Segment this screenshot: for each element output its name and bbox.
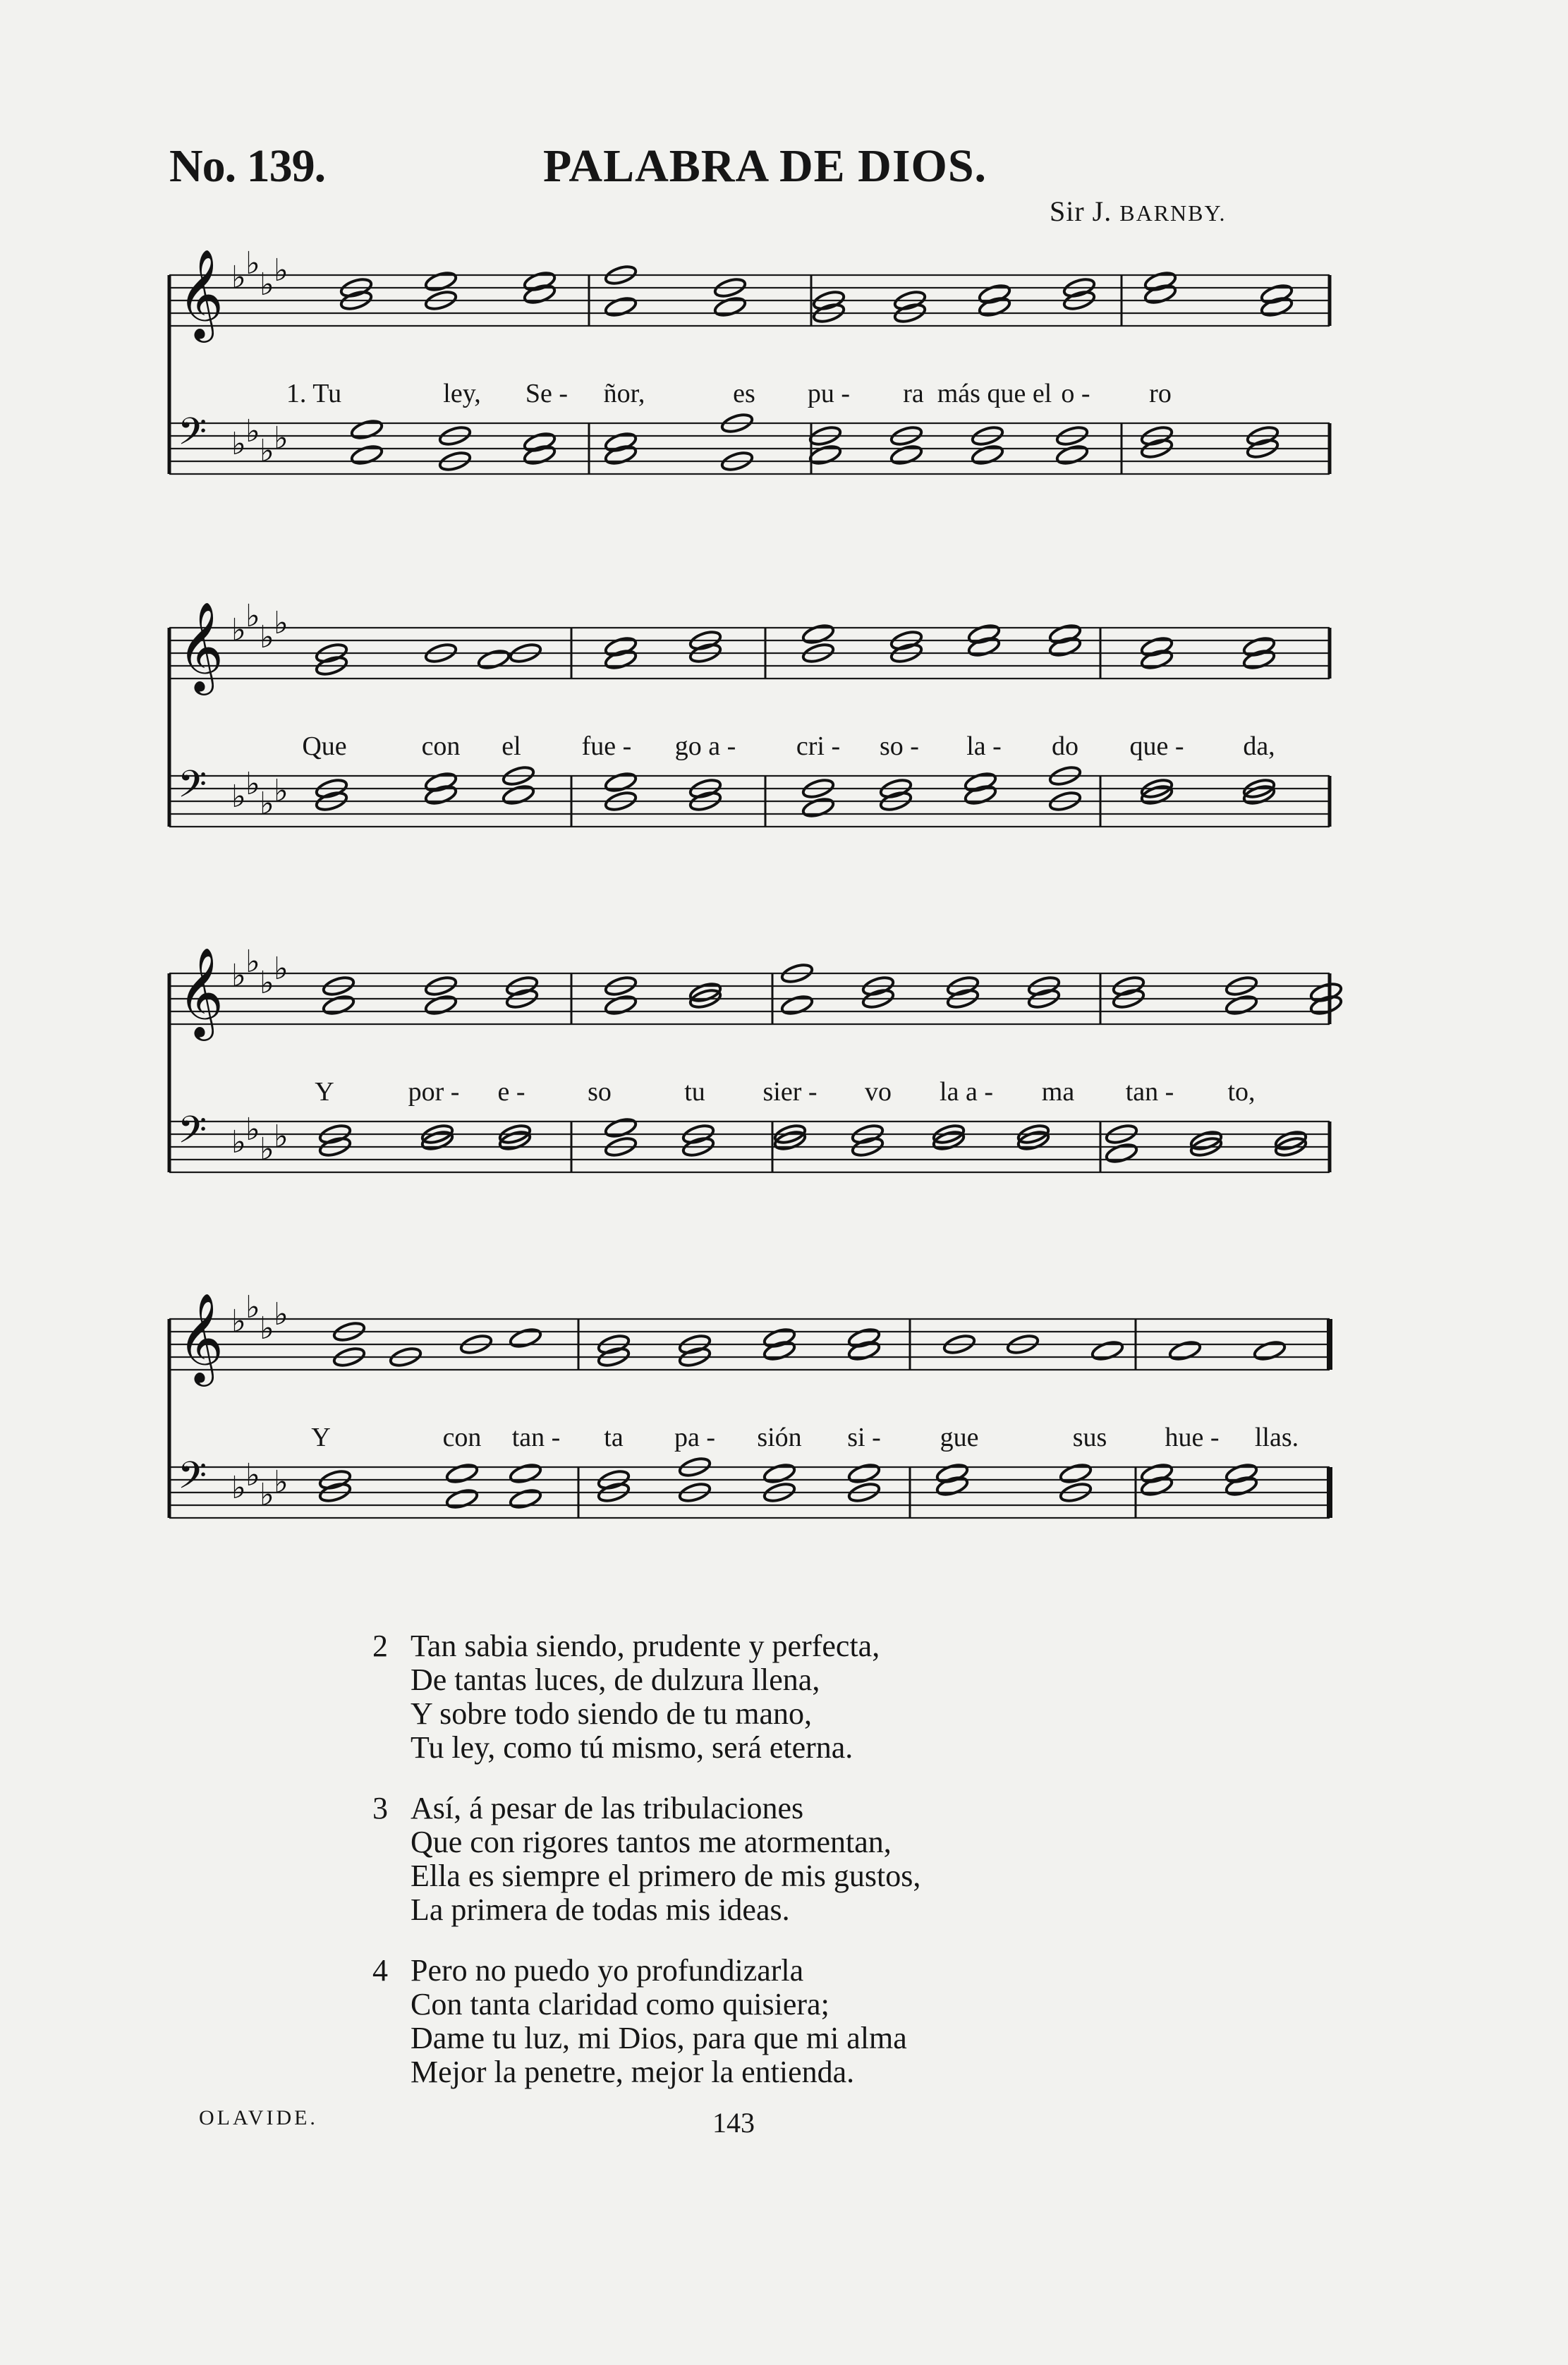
lyric-syllable: ra xyxy=(903,379,924,408)
flat-sign-icon: ♭ xyxy=(260,1311,274,1346)
flat-sign-icon: ♭ xyxy=(245,413,260,449)
verse-line: Que con rigores tantos me atormentan, xyxy=(411,1825,892,1859)
hymn-number: No. 139. xyxy=(169,140,326,192)
lyric-syllable: ro xyxy=(1149,379,1172,408)
flat-sign-icon: ♭ xyxy=(274,1119,288,1155)
half-note xyxy=(523,444,557,467)
lyric-syllable: la - xyxy=(966,731,1002,761)
half-note xyxy=(424,270,458,293)
half-note xyxy=(801,623,835,646)
half-note xyxy=(762,1339,796,1363)
half-note xyxy=(1059,1462,1093,1485)
flat-sign-icon: ♭ xyxy=(260,1477,274,1513)
half-note xyxy=(350,418,384,442)
flat-sign-icon: ♭ xyxy=(274,605,288,641)
half-note xyxy=(847,1339,881,1363)
half-note xyxy=(1309,981,1343,1004)
lyric-syllable: o - xyxy=(1061,379,1090,408)
half-note xyxy=(1242,636,1276,659)
half-note xyxy=(477,648,511,671)
music-system-3 xyxy=(0,931,1568,1234)
verse-line: Tu ley, como tú mismo, será eterna. xyxy=(411,1730,853,1765)
lyric-syllable: con xyxy=(421,731,461,761)
half-note xyxy=(978,283,1011,306)
half-note xyxy=(604,636,638,659)
lyric-syllable: tu xyxy=(684,1077,705,1107)
lyric-syllable: 1. Tu xyxy=(286,379,342,408)
lyric-syllable: que - xyxy=(1129,731,1184,761)
flat-sign-icon: ♭ xyxy=(260,619,274,655)
half-note xyxy=(350,444,384,467)
half-note xyxy=(445,1488,479,1511)
half-note xyxy=(509,1327,542,1350)
verse-number: 4 xyxy=(372,1953,388,1988)
verse-number: 2 xyxy=(372,1629,388,1663)
page-number: 143 xyxy=(712,2107,755,2139)
music-system-2 xyxy=(0,585,1568,889)
flat-sign-icon: ♭ xyxy=(274,253,288,288)
lyric-syllable: tan - xyxy=(511,1423,561,1452)
treble-clef-icon: 𝄞 xyxy=(178,947,224,1037)
verse-line: Dame tu luz, mi Dios, para que mi alma xyxy=(411,2021,907,2055)
lyric-syllable: ta xyxy=(604,1423,624,1452)
flat-sign-icon: ♭ xyxy=(245,598,260,634)
half-note xyxy=(713,296,747,319)
flat-sign-icon: ♭ xyxy=(245,1457,260,1493)
verse-line: Así, á pesar de las tribulaciones xyxy=(411,1791,804,1825)
half-note xyxy=(1242,648,1276,671)
half-note xyxy=(1309,994,1343,1017)
half-note xyxy=(322,994,355,1017)
verse-3 xyxy=(374,1792,920,1927)
lyric-syllable: da, xyxy=(1243,731,1275,761)
half-note xyxy=(780,994,814,1017)
lyric-syllable: cri - xyxy=(796,731,841,761)
composer-credit xyxy=(1050,195,1226,228)
flat-sign-icon: ♭ xyxy=(245,1289,260,1325)
lyric-syllable: Se - xyxy=(525,379,569,408)
half-note xyxy=(523,431,557,454)
half-note xyxy=(1224,1475,1258,1498)
half-note xyxy=(935,1475,969,1498)
half-note xyxy=(889,444,923,467)
lyric-syllable: gue xyxy=(940,1423,979,1452)
bass-clef-icon: 𝄢 xyxy=(178,1109,207,1161)
half-note xyxy=(1260,296,1294,319)
flat-sign-icon: ♭ xyxy=(260,267,274,303)
lyric-syllable: ñor, xyxy=(603,379,645,408)
lyric-syllable: ma xyxy=(1041,1077,1075,1107)
treble-clef-icon: 𝄞 xyxy=(178,248,224,339)
lyric-syllable: vo xyxy=(865,1077,892,1107)
flat-sign-icon: ♭ xyxy=(231,779,246,815)
lyric-syllable: e - xyxy=(497,1077,525,1107)
lyric-syllable: con xyxy=(442,1423,482,1452)
treble-clef-icon: 𝄞 xyxy=(178,1292,224,1382)
flat-sign-icon: ♭ xyxy=(231,260,246,296)
verses-block xyxy=(374,1629,920,2116)
lyric-syllable: ley, xyxy=(443,379,481,408)
flat-sign-icon: ♭ xyxy=(231,958,246,994)
half-note xyxy=(801,796,835,820)
flat-sign-icon: ♭ xyxy=(231,1303,246,1339)
half-note xyxy=(1048,623,1082,646)
half-note xyxy=(1140,1462,1174,1485)
lyric-syllable: hue - xyxy=(1165,1423,1220,1452)
lyric-syllable: so - xyxy=(880,731,919,761)
flat-sign-icon: ♭ xyxy=(260,433,274,469)
verse-line: La primera de todas mis ideas. xyxy=(411,1892,790,1927)
flat-sign-icon: ♭ xyxy=(231,612,246,648)
half-note xyxy=(604,1117,638,1140)
half-note xyxy=(1140,636,1174,659)
half-note xyxy=(762,1462,796,1485)
half-note xyxy=(1224,994,1258,1017)
half-note xyxy=(935,1462,969,1485)
half-note xyxy=(1168,1339,1202,1363)
half-note xyxy=(1105,1142,1138,1165)
lyric-syllable: pu - xyxy=(807,379,851,408)
half-note xyxy=(1143,270,1177,293)
verse-line: De tantas luces, de dulzura llena, xyxy=(411,1662,820,1697)
flat-sign-icon: ♭ xyxy=(274,773,288,809)
half-note xyxy=(964,771,997,794)
flat-sign-icon: ♭ xyxy=(245,944,260,980)
half-note xyxy=(523,270,557,293)
verse-line: Mejor la penetre, mejor la entienda. xyxy=(411,2055,855,2089)
half-note xyxy=(1140,648,1174,671)
half-note xyxy=(978,296,1011,319)
half-note xyxy=(847,1462,881,1485)
flat-sign-icon: ♭ xyxy=(245,245,260,281)
half-note xyxy=(971,444,1004,467)
lyric-syllable: sier - xyxy=(762,1077,818,1107)
verse-2 xyxy=(374,1629,920,1765)
lyric-syllable: do xyxy=(1052,731,1078,761)
lyric-syllable: go a - xyxy=(674,731,736,761)
lyric-syllable: to, xyxy=(1227,1077,1256,1107)
lyric-syllable: pa - xyxy=(674,1423,716,1452)
flat-sign-icon: ♭ xyxy=(274,1296,288,1332)
verse-4 xyxy=(374,1954,920,2089)
flat-sign-icon: ♭ xyxy=(231,1470,246,1506)
verse-line: Con tanta claridad como quisiera; xyxy=(411,1987,829,2022)
flat-sign-icon: ♭ xyxy=(231,1124,246,1160)
half-note xyxy=(604,771,638,794)
half-note xyxy=(604,648,638,671)
lyric-syllable: más que el xyxy=(937,379,1052,408)
flat-sign-icon: ♭ xyxy=(274,951,288,987)
bass-clef-icon: 𝄢 xyxy=(178,411,207,463)
lyric-syllable: so xyxy=(588,1077,612,1107)
half-note xyxy=(1253,1339,1287,1363)
staff-system-graphic xyxy=(0,585,1568,889)
half-note xyxy=(762,1327,796,1350)
lyric-syllable: sus xyxy=(1072,1423,1107,1452)
half-note xyxy=(1260,283,1294,306)
lyric-syllable: sión xyxy=(757,1423,802,1452)
half-note xyxy=(1224,1462,1258,1485)
half-note xyxy=(1143,283,1177,306)
half-note xyxy=(964,784,997,807)
half-note xyxy=(1048,636,1082,659)
verse-line: Ella es siempre el primero de mis gustos, xyxy=(411,1859,921,1893)
half-note xyxy=(502,784,535,807)
lyric-syllable: Y xyxy=(311,1423,331,1452)
lyric-syllable: tan - xyxy=(1125,1077,1174,1107)
treble-clef-icon: 𝄞 xyxy=(178,601,224,691)
flat-sign-icon: ♭ xyxy=(245,1112,260,1148)
flat-sign-icon: ♭ xyxy=(260,786,274,822)
flat-sign-icon: ♭ xyxy=(245,766,260,802)
half-note xyxy=(1140,1475,1174,1498)
half-note xyxy=(604,296,638,319)
half-note xyxy=(1055,444,1089,467)
half-note xyxy=(1090,1339,1124,1363)
half-note xyxy=(604,994,638,1017)
composer-name: BARNBY. xyxy=(1119,200,1227,226)
half-note xyxy=(424,771,458,794)
half-note xyxy=(967,636,1001,659)
flat-sign-icon: ♭ xyxy=(260,1131,274,1167)
half-note xyxy=(509,1462,542,1485)
lyric-syllable: el xyxy=(502,731,521,761)
verse-line: Tan sabia siendo, prudente y perfecta, xyxy=(411,1629,880,1663)
bass-clef-icon: 𝄢 xyxy=(178,763,207,815)
verse-number: 3 xyxy=(372,1791,388,1825)
flat-sign-icon: ♭ xyxy=(274,420,288,456)
lyric-syllable: fue - xyxy=(581,731,632,761)
hymn-title: PALABRA DE DIOS. xyxy=(543,140,987,192)
flat-sign-icon: ♭ xyxy=(274,1464,288,1500)
half-note xyxy=(604,431,638,454)
music-system-4 xyxy=(0,1277,1568,1601)
half-note xyxy=(424,994,458,1017)
flat-sign-icon: ♭ xyxy=(231,426,246,462)
half-note xyxy=(424,784,458,807)
lyric-syllable: la a - xyxy=(940,1077,993,1107)
lyric-syllable: es xyxy=(733,379,755,408)
text-author: OLAVIDE. xyxy=(199,2106,318,2129)
half-note xyxy=(808,444,842,467)
half-note xyxy=(445,1462,479,1485)
verse-line: Y sobre todo siendo de tu mano, xyxy=(411,1696,813,1731)
half-note xyxy=(967,623,1001,646)
lyric-syllable: llas. xyxy=(1254,1423,1299,1452)
composer-prefix: Sir J. xyxy=(1050,195,1120,227)
verse-line: Pero no puedo yo profundizarla xyxy=(411,1953,804,1988)
lyric-syllable: por - xyxy=(408,1077,460,1107)
half-note xyxy=(604,444,638,467)
lyric-syllable: si - xyxy=(847,1423,881,1452)
staff-system-graphic xyxy=(0,233,1568,536)
half-note xyxy=(523,283,557,306)
music-system-1 xyxy=(0,233,1568,536)
flat-sign-icon: ♭ xyxy=(260,965,274,1001)
bass-clef-icon: 𝄢 xyxy=(178,1454,207,1507)
lyric-syllable: Y xyxy=(315,1077,334,1107)
half-note xyxy=(847,1327,881,1350)
half-note xyxy=(509,1488,542,1511)
lyric-syllable: Que xyxy=(302,731,347,761)
